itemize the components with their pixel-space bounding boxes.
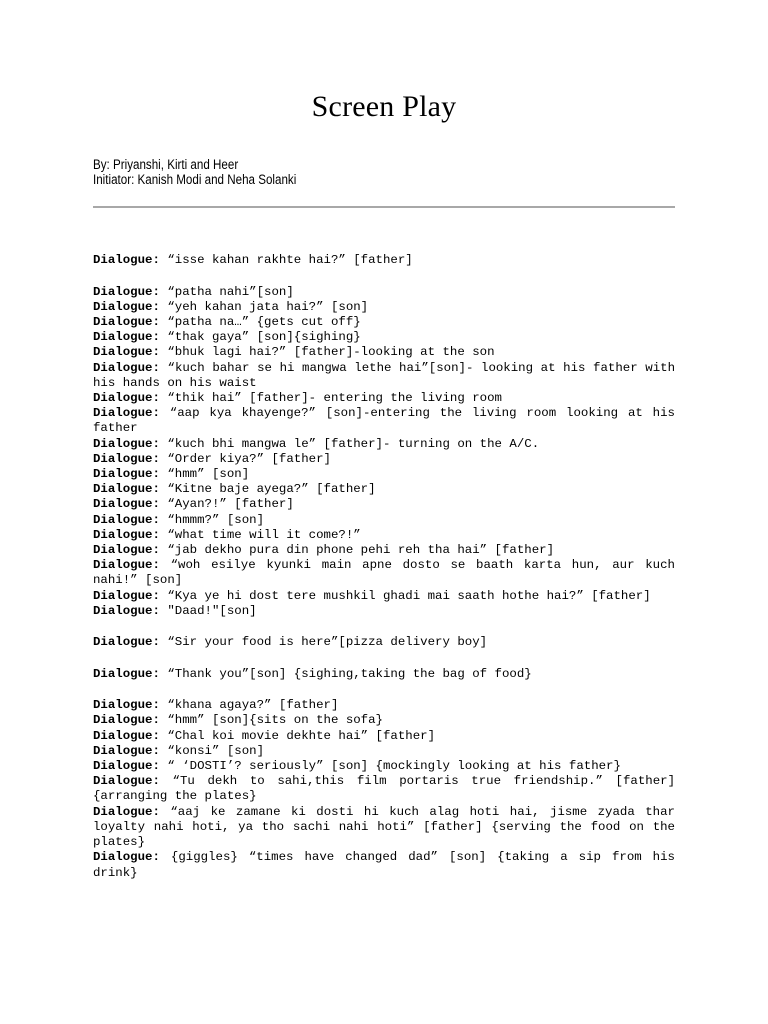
dialogue-line [93,467,675,482]
dialogue-label: Dialogue: [93,698,160,713]
dialogue-label: Dialogue: [93,466,160,481]
dialogue-text: “patha nahi”[son] [167,284,294,299]
dialogue-line [93,497,675,512]
dialogue-text: “Sir your food is here”[pizza delivery boy] [167,635,488,650]
dialogue-line [93,713,675,728]
dialogue-line [93,667,675,682]
dialogue-line [93,437,675,452]
dialogue-label: Dialogue: [93,542,160,557]
dialogue-line [93,513,675,528]
dialogue-line [93,604,675,619]
dialogue-text: “Thank you”[son] {sighing,taking the bag of food} [167,666,532,681]
dialogue-label: Dialogue: [93,588,160,603]
dialogue-label: Dialogue: [93,345,160,360]
dialogue-text: “kuch bhi mangwa le” [father]- turning on the A/C. [167,436,540,451]
dialogue-label: Dialogue: [93,253,160,267]
dialogue-label: Dialogue: [93,436,160,451]
dialogue-text: “Kitne baje ayega?” [father] [167,482,376,497]
dialogue-line [93,315,675,330]
credits-block [93,157,296,187]
dialogue-text: “patha na…” {gets cut off} [167,314,361,329]
dialogue-label: Dialogue: [93,360,160,375]
dialogue-text: “aap kya khayenge?” [son]-entering the living room looking at his father [93,406,675,436]
dialogue-text: “hmm” [son] [167,466,250,481]
dialogue-label: Dialogue: [93,390,160,405]
dialogue-line [93,589,675,604]
dialogue-line [93,361,675,391]
dialogue-text: {giggles} “times have changed dad” [son] {taking a sip from his drink} [93,850,675,880]
dialogue-line [93,330,675,345]
dialogue-text: “thik hai” [father]- entering the living room [167,390,502,405]
authors-line: By: Priyanshi, Kirti and Heer [93,157,239,172]
dialogue-text: “bhuk lagi hai?” [father]-looking at the son [167,345,495,360]
dialogue-line [93,543,675,558]
dialogue-text: “what time will it come?!” [167,527,361,542]
dialogue-text: “hmmm?” [son] [167,512,265,527]
dialogue-line [93,528,675,543]
dialogue-text: “Ayan?!” [father] [167,497,294,512]
dialogue-label: Dialogue: [93,330,160,345]
dialogue-text: “Kya ye hi dost tere mushkil ghadi mai saath hothe hai?” [father] [167,588,651,603]
dialogue-label: Dialogue: [93,314,160,329]
horizontal-divider [93,206,675,208]
dialogue-label: Dialogue: [93,728,160,743]
dialogue-label: Dialogue: [93,284,160,299]
dialogue-label: Dialogue: [93,635,160,650]
dialogue-label: Dialogue: [93,512,160,527]
dialogue-text: “Chal koi movie dekhte hai” [father] [167,728,436,743]
dialogue-text: “Tu dekh to sahi,this film portaris true friendship.” [father]{arranging the plates} [93,774,675,804]
dialogue-line [93,774,675,804]
dialogue-line [93,406,675,436]
dialogue-label: Dialogue: [93,850,160,865]
dialogue-label: Dialogue: [93,804,160,819]
dialogue-text: “ ‘DOSTI’? seriously” [son] {mockingly looking at his father} [167,759,621,774]
dialogue-text: “hmm” [son]{sits on the sofa} [167,713,383,728]
dialogue-line [93,285,675,300]
dialogue-line [93,482,675,497]
dialogue-line [93,345,675,360]
dialogue-label: Dialogue: [93,406,160,421]
dialogue-label: Dialogue: [93,451,160,466]
dialogue-line [93,452,675,467]
dialogue-label: Dialogue: [93,774,160,789]
dialogue-label: Dialogue: [93,713,160,728]
dialogue-label: Dialogue: [93,482,160,497]
dialogue-label: Dialogue: [93,666,160,681]
dialogue-text: “jab dekho pura din phone pehi reh tha hai” [father] [167,542,555,557]
dialogue-label: Dialogue: [93,299,160,314]
dialogue-line [93,805,675,851]
dialogue-label: Dialogue: [93,527,160,542]
dialogue-text: “isse kahan rakhte hai?” [father] [167,253,413,267]
dialogue-text: “kuch bahar se hi mangwa lethe hai”[son]- looking at his father with his hands on his waist [93,360,675,390]
dialogue-label: Dialogue: [93,497,160,512]
initiator-line: Initiator: Kanish Modi and Neha Solanki [93,172,297,187]
dialogue-line [93,635,675,650]
dialogue-label: Dialogue: [93,558,160,573]
dialogue-line [93,744,675,759]
dialogue-list [93,253,675,881]
dialogue-line [93,729,675,744]
dialogue-label: Dialogue: [93,759,160,774]
dialogue-label: Dialogue: [93,603,160,618]
dialogue-line [93,558,675,588]
dialogue-text: “woh esilye kyunki main apne dosto se baath karta hun, aur kuch nahi!” [son] [93,558,675,588]
dialogue-text: “yeh kahan jata hai?” [son] [167,299,369,314]
dialogue-line [93,253,675,268]
dialogue-text: “khana agaya?” [father] [167,698,339,713]
dialogue-line [93,391,675,406]
dialogue-line [93,759,675,774]
dialogue-text: “konsi” [son] [167,743,265,758]
dialogue-text: “aaj ke zamane ki dosti hi kuch alag hoti hai, jisme zyada thar loyalty nahi hoti, ya tho sachi nahi hoti” [father] {serving the food on the plates} [93,804,675,850]
dialogue-line [93,698,675,713]
dialogue-text: "Daad!"[son] [167,603,257,618]
dialogue-text: “Order kiya?” [father] [167,451,331,466]
dialogue-line [93,850,675,880]
dialogue-label: Dialogue: [93,743,160,758]
dialogue-line [93,300,675,315]
page-title: Screen Play [311,90,457,123]
dialogue-text: “thak gaya” [son]{sighing} [167,330,361,345]
